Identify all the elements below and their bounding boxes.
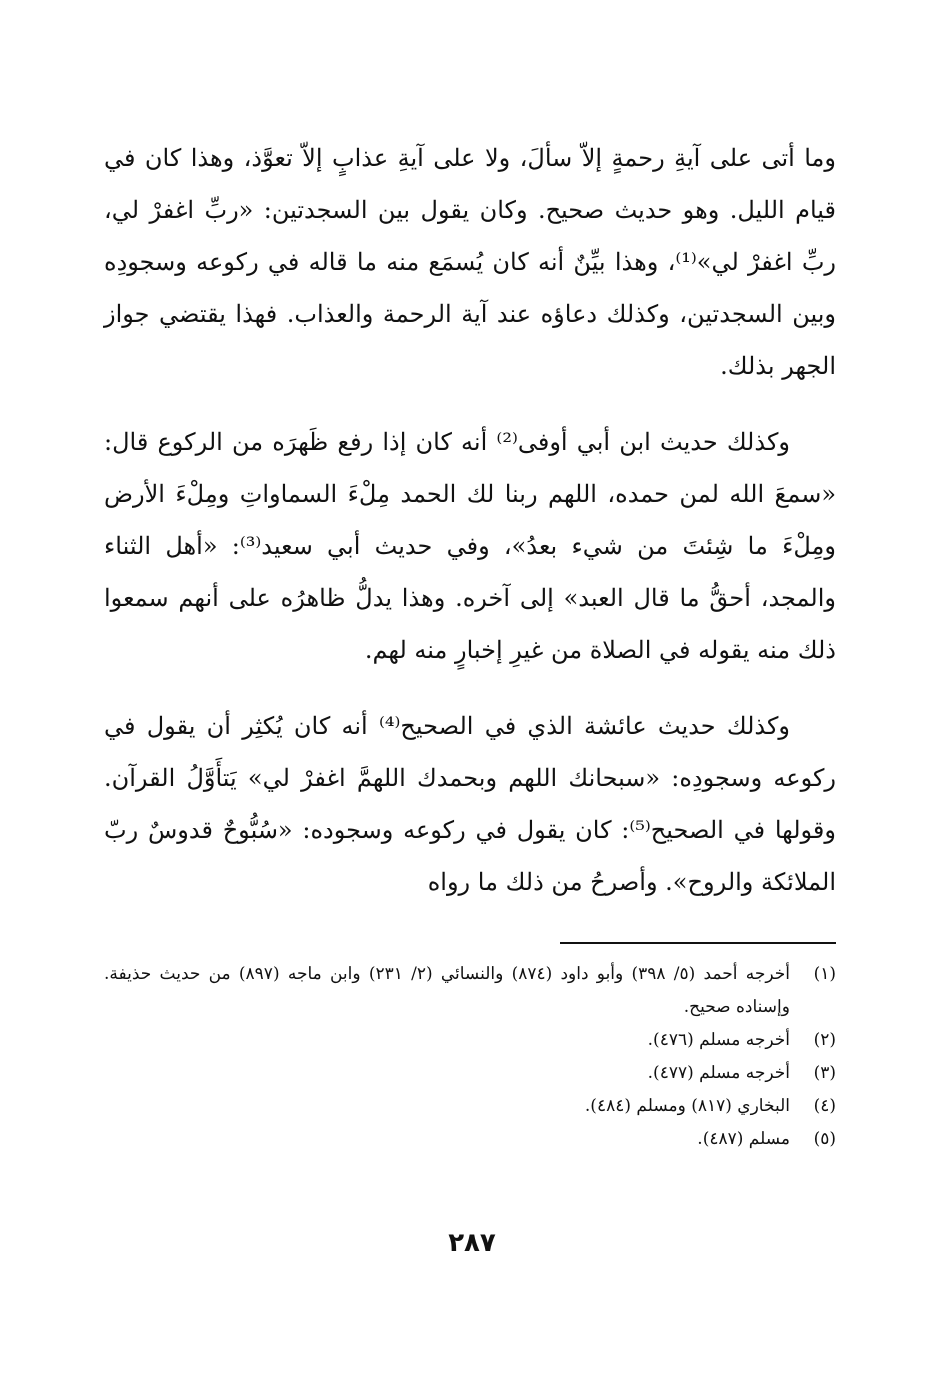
- footnote-number: (٢): [813, 1030, 836, 1050]
- main-text: [104, 132, 836, 908]
- footnote-1: [104, 958, 836, 1024]
- paragraph-3: وكذلك حديث عائشة الذي في الصحيح⁽⁴⁾ أنه كان يُكثِر أن يقول في ركوعه وسجودِه: «سبحانك اللهم وبحمدك اللهمَّ اغفرْ لي» يَتأَوَّلُ القرآن. وقولها في الصحيح⁽⁵⁾: كان يقول في ركوعه وسجوده: «سُبُّوحٌ قدوسٌ ربّ الملائكة والروح». وأصرحُ من ذلك ما رواه: [104, 712, 836, 896]
- paragraph-1: وما أتى على آيةِ رحمةٍ إلاّ سألَ، ولا على آيةِ عذابٍ إلاّ تعوَّذ، وهذا كان في قيام الليل. وهو حديث صحيح. وكان يقول بين السجدتين: «ربِّ اغفرْ لي، ربِّ اغفرْ لي»⁽¹⁾، وهذا بيِّنٌ أنه كان يُسمَع منه ما قاله في ركوعه وسجودِه وبين السجدتين، وكذلك دعاؤه عند آية الرحمة والعذاب. فهذا يقتضي جواز الجهر بذلك.: [104, 144, 837, 380]
- footnote-number: (٥): [813, 1129, 836, 1149]
- footnote-text: أخرجه أحمد (٥/ ٣٩٨) وأبو داود (٨٧٤) والنسائي (٢/ ٢٣١) وابن ماجه (٨٩٧) من حديث حذيفة. وإسناده صحيح.: [104, 964, 790, 1017]
- paragraph-2: وكذلك حديث ابن أبي أوفى⁽²⁾ أنه كان إذا رفع ظَهرَه من الركوع قال: «سمعَ الله لمن حمده، اللهم ربنا لك الحمد مِلْءَ السماواتِ ومِلْءَ الأرض ومِلْءَ ما شِئتَ من شيء بعدُ»، وفي حديث أبي سعيد⁽³⁾: «أهل الثناء والمجد، أحقُّ ما قال العبد» إلى آخره. وهذا يدلُّ ظاهرُه على أنهم سمعوا ذلك منه يقوله في الصلاة من غيرِ إخبارٍ منه لهم.: [104, 428, 837, 664]
- footnotes: [104, 958, 836, 1156]
- footnote-5: [104, 1123, 836, 1156]
- footnote-separator: [560, 942, 836, 944]
- footnote-3: [104, 1057, 836, 1090]
- footnote-text: البخاري (٨١٧) ومسلم (٤٨٤).: [584, 1096, 790, 1116]
- page-number: ٢٨٧: [448, 1228, 496, 1258]
- footnote-text: أخرجه مسلم (٤٧٦).: [647, 1030, 790, 1050]
- footnote-4: [104, 1090, 836, 1123]
- footnote-number: (٤): [813, 1096, 836, 1116]
- footnote-2: [104, 1024, 836, 1057]
- footnote-number: (١): [813, 964, 836, 984]
- footnote-text: أخرجه مسلم (٤٧٧).: [647, 1063, 790, 1083]
- footnote-number: (٣): [813, 1063, 836, 1083]
- footnote-text: مسلم (٤٨٧).: [697, 1129, 790, 1149]
